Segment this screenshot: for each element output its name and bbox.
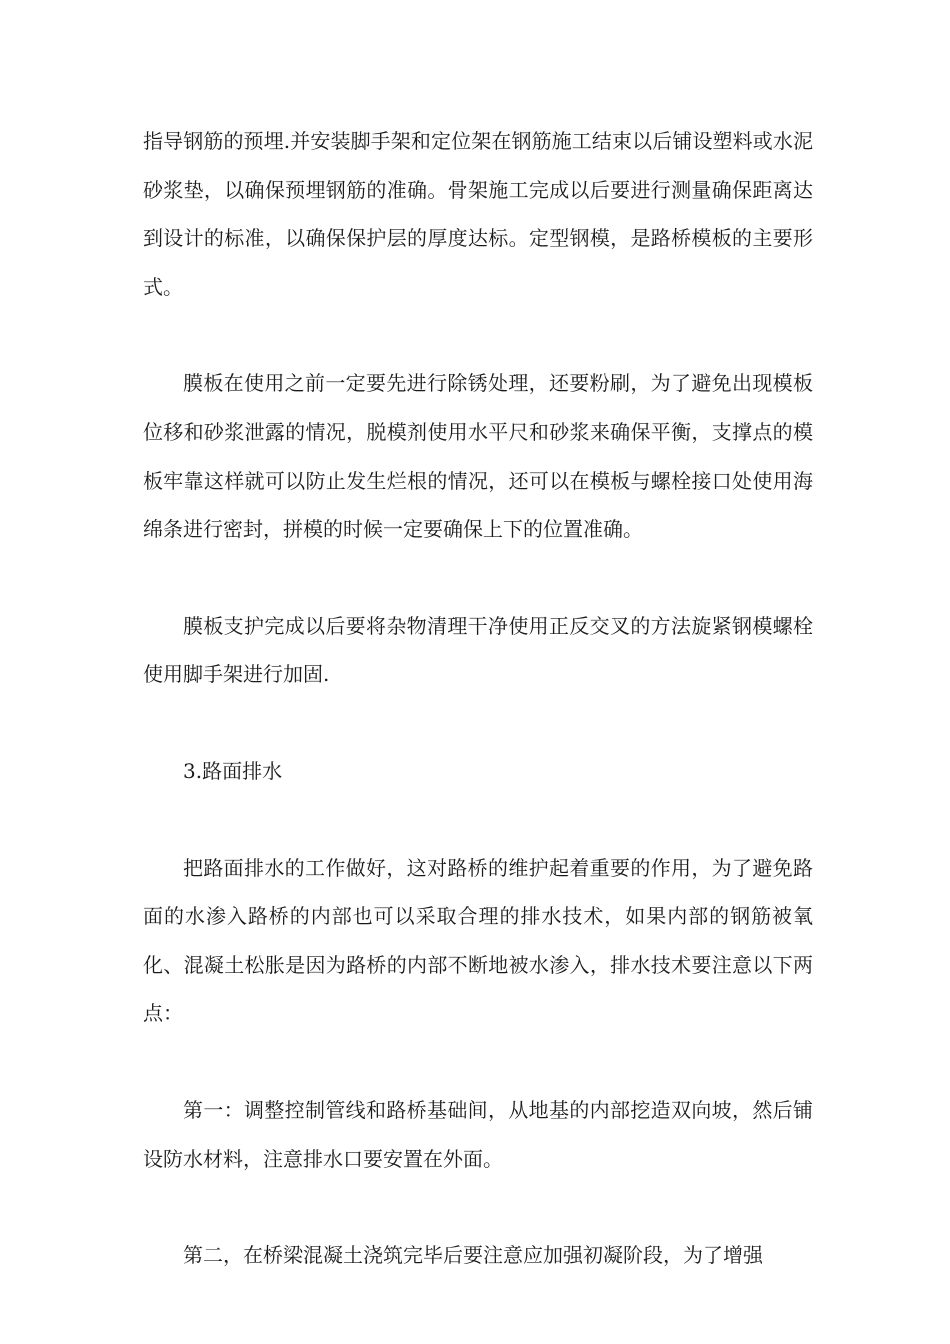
paragraph-drainage-intro: 把路面排水的工作做好，这对路桥的维护起着重要的作用，为了避免路面的水渗入路桥的内部也可以采取合理的排水技术，如果内部的钢筋被氧化、混凝土松胀是因为路桥的内部不断地被水渗入，排水技术要注意以下两点： — [143, 855, 813, 1026]
paragraph-formwork-treatment: 膜板在使用之前一定要先进行除锈处理，还要粉刷，为了避免出现模板位移和砂浆泄露的情况，脱模剂使用水平尺和砂浆来确保平衡，支撑点的模板牢靠这样就可以防止发生烂根的情况，还可以在模板与螺栓接口处使用海绵条进行密封，拼模的时候一定要确保上下的位置准确。 — [143, 371, 813, 542]
section-heading-drainage: 3.路面排水 — [183, 758, 283, 783]
paragraph-drainage-point-two: 第二，在桥梁混凝土浇筑完毕后要注意应加强初凝阶段，为了增强 — [183, 1243, 763, 1268]
paragraph-rebar-embedding: 指导钢筋的预埋.并安装脚手架和定位架在钢筋施工结束以后铺设塑料或水泥砂浆垫，以确保预埋钢筋的准确。骨架施工完成以后要进行测量确保距离达到设计的标准，以确保保护层的厚度达标。定型钢模，是路桥模板的主要形式。 — [143, 129, 813, 299]
paragraph-formwork-support: 膜板支护完成以后要将杂物清理干净使用正反交叉的方法旋紧钢模螺栓使用脚手架进行加固. — [143, 613, 813, 687]
paragraph-drainage-point-one: 第一：调整控制管线和路桥基础间，从地基的内部挖造双向坡，然后铺设防水材料，注意排水口要安置在外面。 — [143, 1097, 813, 1171]
document-body — [143, 117, 813, 1328]
